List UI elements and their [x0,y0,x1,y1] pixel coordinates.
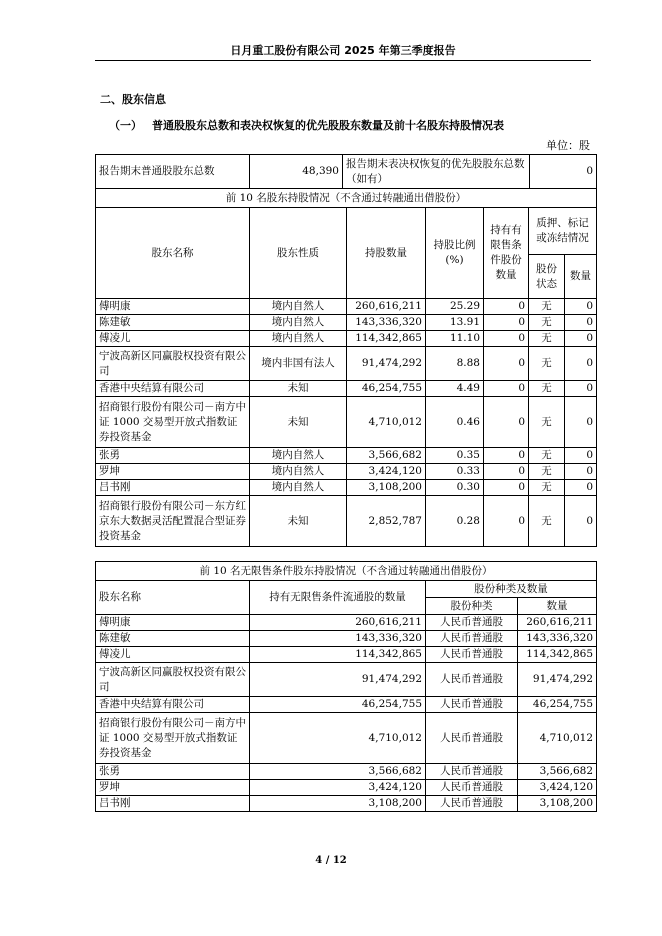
shareholder-name: 吕书刚 [96,480,250,496]
pledge-qty: 0 [565,299,597,315]
shareholder-restricted: 0 [484,464,529,480]
shareholder-shares: 3,566,682 [347,448,426,464]
shareholder-nature: 未知 [250,397,347,448]
unrestricted-shares: 3,566,682 [250,764,426,780]
pledge-status: 无 [529,347,565,381]
header-nature: 股东性质 [250,208,347,299]
pledge-status: 无 [529,315,565,331]
unrestricted-kind: 人民币普通股 [426,615,518,631]
header-name: 股东名称 [96,208,250,299]
shareholder-name: 招商银行股份有限公司－南方中证 1000 交易型开放式指数证券投资基金 [96,397,250,448]
unrestricted-row [96,796,597,812]
shareholder-shares: 4,710,012 [347,397,426,448]
shareholder-row [96,331,597,347]
unrestricted-kind: 人民币普通股 [426,697,518,713]
shareholder-shares: 46,254,755 [347,381,426,397]
unrestricted-shares: 260,616,211 [250,615,426,631]
unrestricted-kind: 人民币普通股 [426,780,518,796]
shareholder-restricted: 0 [484,331,529,347]
top10-shareholders-table [95,188,597,547]
unrestricted-row [96,631,597,647]
shareholder-row [96,464,597,480]
unrestricted-name: 香港中央结算有限公司 [96,697,250,713]
shareholder-name: 傅凌儿 [96,331,250,347]
header-pledge: 质押、标记或冻结情况 [529,208,597,255]
shareholder-name: 傅明康 [96,299,250,315]
shareholder-restricted: 0 [484,480,529,496]
common-holders-label: 报告期末普通股股东总数 [96,155,250,189]
pledge-status: 无 [529,381,565,397]
shareholder-ratio: 0.33 [426,464,484,480]
subsection-number: （一） [109,119,142,132]
unrestricted-qty: 3,424,120 [518,780,597,796]
unrestricted-qty: 46,254,755 [518,697,597,713]
unrestricted-row [96,647,597,663]
unrestricted-name: 吕书刚 [96,796,250,812]
header-pledge-status: 股份状态 [529,255,565,299]
unrestricted-name: 张勇 [96,764,250,780]
unrestricted-qty: 143,336,320 [518,631,597,647]
shareholder-name: 陈建敏 [96,315,250,331]
shareholder-shares: 143,336,320 [347,315,426,331]
shareholder-ratio: 25.29 [426,299,484,315]
shareholder-ratio: 11.10 [426,331,484,347]
top10-unrestricted-table [95,561,597,812]
unrestricted-qty: 3,566,682 [518,764,597,780]
unrestricted-kind: 人民币普通股 [426,713,518,764]
shareholder-name: 香港中央结算有限公司 [96,381,250,397]
pledge-qty: 0 [565,331,597,347]
report-header: 日月重工股份有限公司 2025 年第三季度报告 [230,44,456,57]
header-ratio: 持股比例(%) [426,208,484,299]
shareholder-name: 罗坤 [96,464,250,480]
pledge-qty: 0 [565,397,597,448]
pledge-qty: 0 [565,448,597,464]
unrestricted-shares: 3,108,200 [250,796,426,812]
header-pledge-qty: 数量 [565,255,597,299]
pledge-qty: 0 [565,315,597,331]
shareholder-shares: 260,616,211 [347,299,426,315]
shareholder-restricted: 0 [484,315,529,331]
shareholder-shares: 3,108,200 [347,480,426,496]
shareholder-row [96,315,597,331]
unrestricted-header-kind: 股份种类 [426,598,518,615]
pledge-qty: 0 [565,347,597,381]
unrestricted-row [96,713,597,764]
preferred-holders-value: 0 [530,155,597,189]
unrestricted-row [96,663,597,697]
subsection-text: 普通股股东总数和表决权恢复的优先股股东数量及前十名股东持股情况表 [152,119,504,132]
pledge-status: 无 [529,496,565,547]
shareholder-ratio: 13.91 [426,315,484,331]
unrestricted-header-qty: 数量 [518,598,597,615]
page-number: 4 / 12 [315,855,347,866]
shareholder-row [96,381,597,397]
shareholder-nature: 境内自然人 [250,315,347,331]
unrestricted-kind: 人民币普通股 [426,647,518,663]
unrestricted-caption: 前 10 名无限售条件股东持股情况（不含通过转融通出借股份） [96,562,597,581]
shareholder-shares: 91,474,292 [347,347,426,381]
unrestricted-shares: 91,474,292 [250,663,426,697]
shareholder-restricted: 0 [484,381,529,397]
unrestricted-qty: 91,474,292 [518,663,597,697]
shareholder-shares: 114,342,865 [347,331,426,347]
unrestricted-qty: 4,710,012 [518,713,597,764]
shareholder-nature: 未知 [250,381,347,397]
shareholder-name: 宁波高新区同赢股权投资有限公司 [96,347,250,381]
unrestricted-shares: 114,342,865 [250,647,426,663]
unrestricted-qty: 114,342,865 [518,647,597,663]
top10-caption: 前 10 名股东持股情况（不含通过转融通出借股份） [96,189,597,208]
shareholder-shares: 2,852,787 [347,496,426,547]
shareholder-nature: 境内自然人 [250,480,347,496]
unrestricted-row [96,697,597,713]
unrestricted-qty: 260,616,211 [518,615,597,631]
unrestricted-shares: 46,254,755 [250,697,426,713]
shareholder-row [96,480,597,496]
shareholder-restricted: 0 [484,496,529,547]
shareholder-nature: 境内自然人 [250,464,347,480]
pledge-status: 无 [529,480,565,496]
unrestricted-shares: 3,424,120 [250,780,426,796]
pledge-qty: 0 [565,496,597,547]
shareholder-row [96,496,597,547]
unit-label: 单位：股 [546,139,590,152]
unrestricted-header-kind-qty: 股份种类及数量 [426,581,597,598]
unrestricted-shares: 143,336,320 [250,631,426,647]
pledge-qty: 0 [565,480,597,496]
unrestricted-shares: 4,710,012 [250,713,426,764]
section-title: 二、股东信息 [100,93,166,106]
shareholder-ratio: 0.30 [426,480,484,496]
shareholder-row [96,448,597,464]
unrestricted-name: 傅明康 [96,615,250,631]
unrestricted-kind: 人民币普通股 [426,796,518,812]
shareholder-row [96,347,597,381]
header-divider [95,60,591,61]
common-holders-value: 48,390 [250,155,343,189]
pledge-status: 无 [529,448,565,464]
pledge-status: 无 [529,299,565,315]
preferred-holders-label: 报告期末表决权恢复的优先股股东总数（如有） [343,155,530,189]
shareholder-nature: 境内自然人 [250,299,347,315]
unrestricted-name: 陈建敏 [96,631,250,647]
unrestricted-kind: 人民币普通股 [426,663,518,697]
unrestricted-name: 罗坤 [96,780,250,796]
unrestricted-name: 宁波高新区同赢股权投资有限公司 [96,663,250,697]
unrestricted-kind: 人民币普通股 [426,764,518,780]
unrestricted-name: 傅凌儿 [96,647,250,663]
summary-table [95,154,597,189]
shareholder-row [96,397,597,448]
unrestricted-kind: 人民币普通股 [426,631,518,647]
unrestricted-header-shares: 持有无限售条件流通股的数量 [250,581,426,615]
unrestricted-row [96,615,597,631]
shareholder-ratio: 0.28 [426,496,484,547]
shareholder-restricted: 0 [484,299,529,315]
shareholder-ratio: 8.88 [426,347,484,381]
shareholder-nature: 境内自然人 [250,331,347,347]
shareholder-nature: 境内自然人 [250,448,347,464]
unrestricted-qty: 3,108,200 [518,796,597,812]
header-restricted: 持有有限售条件股份数量 [484,208,529,299]
shareholder-name: 招商银行股份有限公司－东方红京东大数据灵活配置混合型证券投资基金 [96,496,250,547]
shareholder-ratio: 0.46 [426,397,484,448]
subsection-title [109,117,504,133]
pledge-qty: 0 [565,381,597,397]
shareholder-ratio: 0.35 [426,448,484,464]
pledge-status: 无 [529,331,565,347]
shareholder-shares: 3,424,120 [347,464,426,480]
header-shares: 持股数量 [347,208,426,299]
shareholder-nature: 境内非国有法人 [250,347,347,381]
unrestricted-row [96,780,597,796]
pledge-status: 无 [529,464,565,480]
shareholder-restricted: 0 [484,448,529,464]
unrestricted-name: 招商银行股份有限公司－南方中证 1000 交易型开放式指数证券投资基金 [96,713,250,764]
pledge-qty: 0 [565,464,597,480]
shareholder-ratio: 4.49 [426,381,484,397]
shareholder-nature: 未知 [250,496,347,547]
unrestricted-row [96,764,597,780]
shareholder-row [96,299,597,315]
unrestricted-header-name: 股东名称 [96,581,250,615]
shareholder-restricted: 0 [484,397,529,448]
shareholder-name: 张勇 [96,448,250,464]
pledge-status: 无 [529,397,565,448]
shareholder-restricted: 0 [484,347,529,381]
